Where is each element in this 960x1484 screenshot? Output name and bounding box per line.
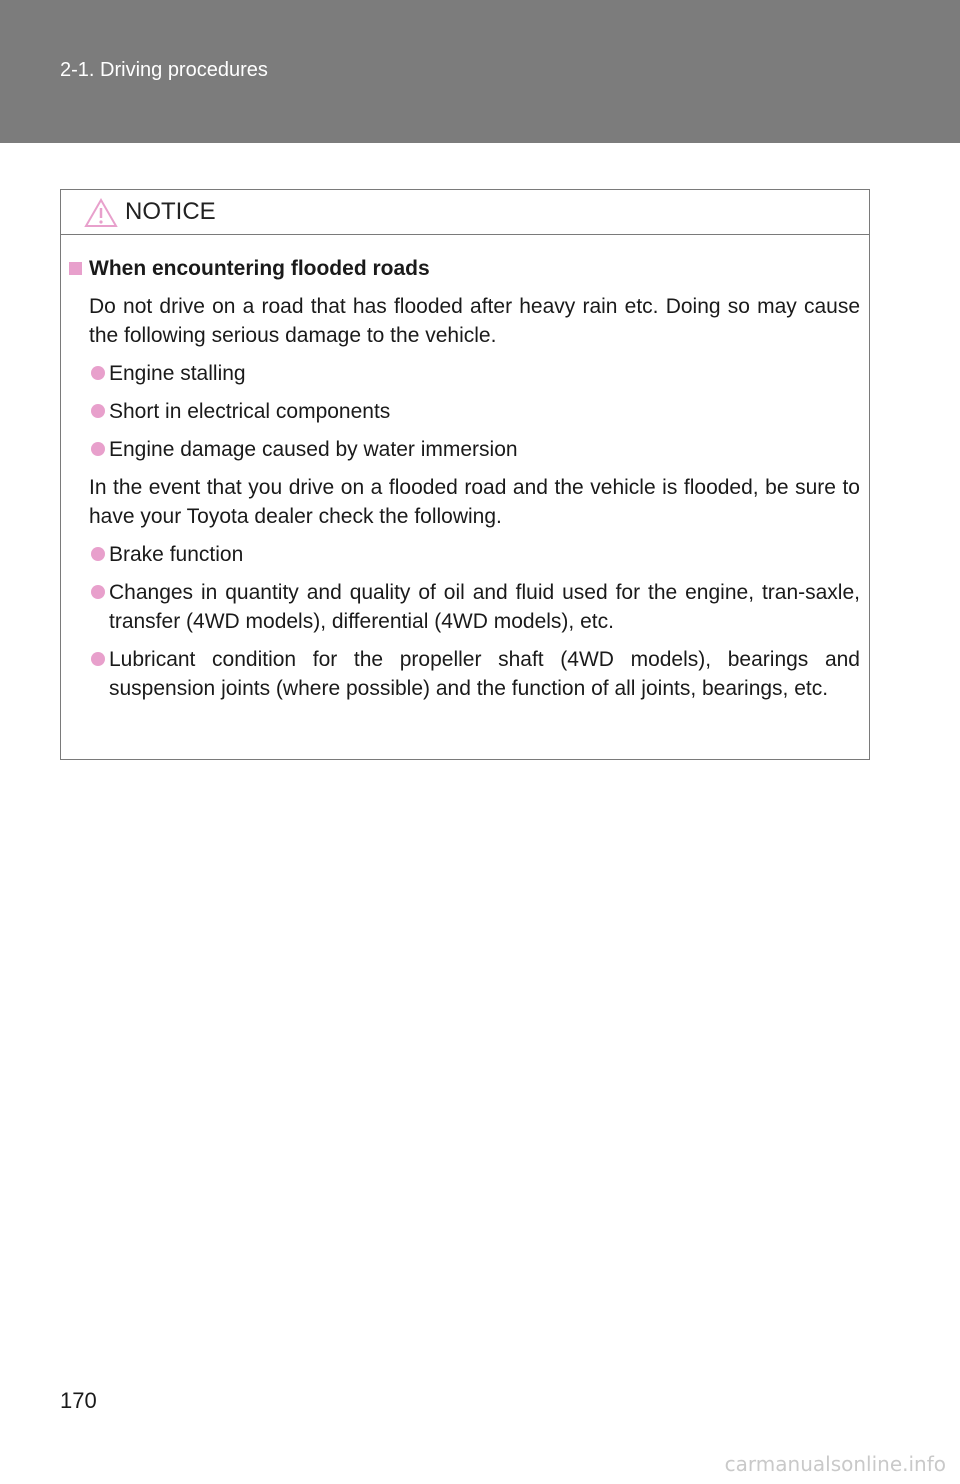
notice-title: NOTICE: [125, 198, 216, 225]
subheading-text: When encountering flooded roads: [89, 257, 430, 280]
list-item: [69, 578, 860, 636]
list-item: [69, 645, 860, 703]
square-bullet-icon: [69, 262, 82, 275]
list-item-text: Changes in quantity and quality of oil and fluid used for the engine, tran-saxle, transfer (4WD models), differential (4WD models), etc.: [109, 581, 860, 633]
notice-body: [61, 235, 869, 703]
list-item-text: Lubricant condition for the propeller shaft (4WD models), bearings and suspension joints (where possible) and the function of all joints, bearings, etc.: [109, 648, 860, 700]
circle-bullet-icon: [91, 585, 105, 599]
intro-paragraph: Do not drive on a road that has flooded after heavy rain etc. Doing so may cause the following serious damage to the vehicle.: [89, 295, 860, 347]
list-item-text: Engine stalling: [109, 362, 246, 385]
list-item-text: Short in electrical components: [109, 400, 391, 423]
list-item: [69, 435, 860, 464]
list-item: [69, 397, 860, 426]
watermark: carmanualsonline.info: [724, 1452, 946, 1476]
notice-header: [61, 190, 869, 235]
circle-bullet-icon: [91, 652, 105, 666]
page-header: [0, 0, 960, 143]
circle-bullet-icon: [91, 442, 105, 456]
list-item: [69, 359, 860, 388]
followup-paragraph: In the event that you drive on a flooded road and the vehicle is flooded, be sure to have your Toyota dealer check the following.: [89, 476, 860, 528]
circle-bullet-icon: [91, 547, 105, 561]
section-title: 2-1. Driving procedures: [60, 59, 268, 81]
page-number: 170: [60, 1388, 97, 1413]
list-item-text: Engine damage caused by water immersion: [109, 438, 518, 461]
notice-box: [60, 189, 870, 760]
list-item: [69, 540, 860, 569]
list-item-text: Brake function: [109, 543, 244, 566]
circle-bullet-icon: [91, 404, 105, 418]
subheading: [69, 254, 860, 283]
circle-bullet-icon: [91, 366, 105, 380]
warning-triangle-icon: [84, 198, 118, 228]
